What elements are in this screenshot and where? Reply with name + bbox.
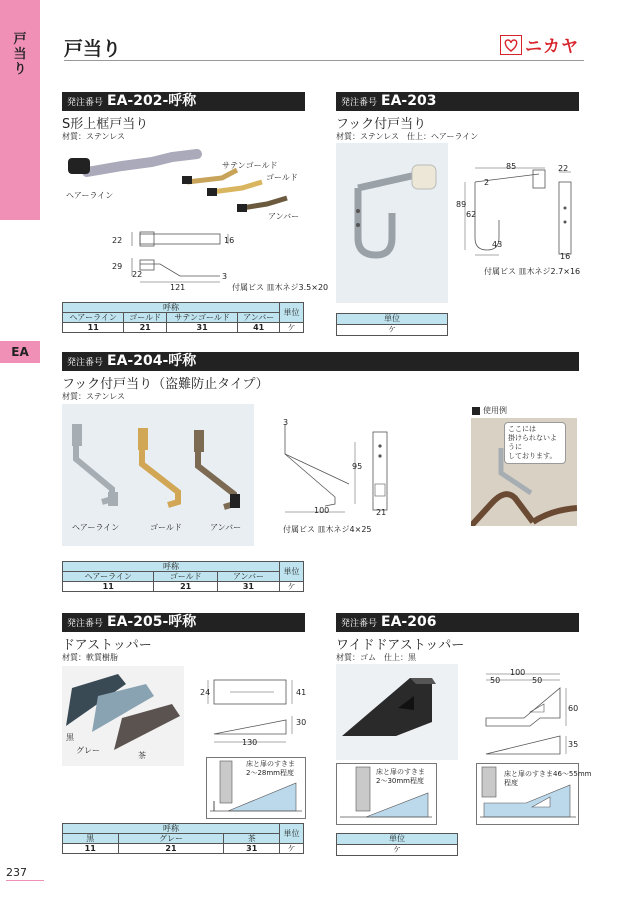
table-header: グレー bbox=[118, 834, 224, 844]
finish-caption: アンバー bbox=[210, 523, 242, 532]
unit-header: 単位 bbox=[337, 314, 448, 325]
dimension-label: 130 bbox=[242, 738, 258, 747]
product-material: 材質：ステンレス 仕上：ヘアーライン bbox=[336, 132, 479, 141]
table-cell: 11 bbox=[63, 323, 124, 333]
product-name: S形上框戸当り bbox=[62, 117, 149, 132]
order-number-label: 発注番号 bbox=[67, 98, 104, 108]
order-number-label: 発注番号 bbox=[341, 619, 378, 629]
spec-table-ea205 bbox=[62, 823, 304, 854]
dimension-label: 35 bbox=[568, 740, 579, 749]
gap-note: 床と扉のすきま 2〜30mm程度 bbox=[376, 768, 425, 785]
unit-cell: ケ bbox=[280, 844, 304, 854]
unit-cell: ケ bbox=[280, 323, 304, 333]
dimension-label: 95 bbox=[352, 462, 363, 471]
technical-drawing-ea204 bbox=[275, 412, 395, 522]
color-caption: グレー bbox=[76, 746, 100, 755]
dimension-label: 22 bbox=[558, 164, 569, 173]
table-cell: 21 bbox=[118, 844, 224, 854]
spec-table-ea202 bbox=[62, 302, 304, 333]
section-header-ea206 bbox=[336, 613, 579, 632]
dimension-label: 16 bbox=[224, 236, 235, 245]
dimension-label: 2 bbox=[484, 178, 490, 187]
dimension-label: 60 bbox=[568, 704, 579, 713]
gap-note: 床と扉のすきま 2〜28mm程度 bbox=[246, 760, 295, 777]
product-photo-ea203 bbox=[336, 143, 448, 303]
technical-drawing-ea202 bbox=[110, 228, 305, 290]
color-caption: 茶 bbox=[138, 751, 146, 760]
table-title: 呼称 bbox=[63, 562, 280, 572]
side-tab-label: 戸当り bbox=[13, 32, 27, 77]
table-cell: 21 bbox=[124, 323, 167, 333]
finish-caption: サテンゴールド bbox=[222, 161, 278, 170]
unit-table-ea206 bbox=[336, 833, 458, 856]
dimension-label: 50 bbox=[532, 676, 543, 685]
brand-logo-text: ニカヤ bbox=[525, 37, 579, 57]
page-number: 237 bbox=[6, 866, 27, 879]
finish-caption: ヘアーライン bbox=[66, 191, 114, 200]
dimension-label: 62 bbox=[466, 210, 477, 219]
dimension-label: 100 bbox=[314, 506, 330, 515]
heart-icon bbox=[500, 35, 522, 55]
screw-note: 付属ビス 皿木ネジ3.5×20 bbox=[232, 283, 329, 292]
finish-caption: アンバー bbox=[268, 212, 300, 221]
finish-caption: ゴールド bbox=[150, 523, 182, 532]
unit-header: 単位 bbox=[280, 303, 304, 323]
product-code: EA-203 bbox=[381, 93, 437, 109]
dimension-label: 41 bbox=[296, 688, 307, 697]
table-header: ヘアーライン bbox=[63, 313, 124, 323]
table-header: ゴールド bbox=[154, 572, 217, 582]
table-cell: 31 bbox=[217, 582, 279, 592]
product-name: フック付戸当り（盗難防止タイプ） bbox=[62, 377, 269, 392]
square-bullet-icon bbox=[472, 407, 480, 415]
dimension-label: 29 bbox=[112, 262, 123, 271]
unit-cell: ケ bbox=[280, 582, 304, 592]
table-title: 呼称 bbox=[63, 303, 280, 313]
table-header: ヘアーライン bbox=[63, 572, 154, 582]
screw-note: 付属ビス 皿木ネジ4×25 bbox=[283, 525, 372, 534]
section-header-ea204 bbox=[62, 352, 579, 371]
table-header: アンバー bbox=[238, 313, 280, 323]
usage-callout: ここには 掛けられないように しております。 bbox=[504, 422, 566, 464]
product-code: EA-206 bbox=[381, 614, 437, 630]
dimension-label: 3 bbox=[222, 272, 228, 281]
section-header-ea202 bbox=[62, 92, 305, 111]
dimension-label: 100 bbox=[510, 668, 526, 677]
table-cell: 11 bbox=[63, 844, 119, 854]
unit-table-ea203 bbox=[336, 313, 448, 336]
technical-drawing-ea206 bbox=[470, 668, 580, 764]
dimension-label: 22 bbox=[112, 236, 123, 245]
dimension-label: 89 bbox=[456, 200, 467, 209]
table-header: アンバー bbox=[217, 572, 279, 582]
product-material: 材質：ステンレス bbox=[62, 392, 125, 401]
dimension-label: 85 bbox=[506, 162, 517, 171]
gap-note: 床と扉のすきま46〜55mm 程度 bbox=[504, 770, 592, 787]
unit-header: 単位 bbox=[337, 834, 458, 845]
product-name: ドアストッパー bbox=[62, 638, 152, 653]
dimension-label: 3 bbox=[283, 418, 289, 427]
unit-cell: ケ bbox=[337, 325, 448, 336]
dimension-label: 22 bbox=[132, 270, 143, 279]
table-header: ゴールド bbox=[124, 313, 167, 323]
unit-cell: ケ bbox=[337, 845, 458, 856]
dimension-label: 121 bbox=[170, 283, 186, 292]
dimension-label: 24 bbox=[200, 688, 211, 697]
section-header-ea205 bbox=[62, 613, 305, 632]
table-cell: 21 bbox=[154, 582, 217, 592]
dimension-label: 50 bbox=[490, 676, 501, 685]
section-header-ea203 bbox=[336, 92, 579, 111]
spec-table-ea204 bbox=[62, 561, 304, 592]
product-name: フック付戸当り bbox=[336, 117, 427, 132]
finish-caption: ゴールド bbox=[266, 173, 298, 182]
color-caption: 黒 bbox=[66, 733, 74, 742]
page-number-rule bbox=[6, 880, 44, 881]
dimension-label: 16 bbox=[560, 252, 571, 261]
product-material: 材質：軟質樹脂 bbox=[62, 653, 118, 662]
product-photo-ea206 bbox=[336, 664, 458, 760]
table-cell: 31 bbox=[166, 323, 237, 333]
order-number-label: 発注番号 bbox=[67, 619, 104, 629]
product-material: 材質：ゴム 仕上：黒 bbox=[336, 653, 416, 662]
table-cell: 31 bbox=[224, 844, 280, 854]
product-material: 材質：ステンレス bbox=[62, 132, 125, 141]
finish-caption: ヘアーライン bbox=[72, 523, 120, 532]
unit-header: 単位 bbox=[280, 562, 304, 582]
order-number-label: 発注番号 bbox=[341, 98, 378, 108]
brand-logo bbox=[500, 32, 579, 57]
screw-note: 付属ビス 皿木ネジ2.7×16 bbox=[484, 267, 581, 276]
title-rule bbox=[64, 60, 584, 61]
dimension-label: 30 bbox=[296, 718, 307, 727]
usage-example-text: 使用例 bbox=[483, 406, 507, 415]
usage-example-label bbox=[472, 405, 507, 416]
table-cell: 11 bbox=[63, 582, 154, 592]
side-category-label: EA bbox=[0, 341, 40, 363]
product-code: EA-204-呼称 bbox=[107, 353, 197, 369]
order-number-label: 発注番号 bbox=[67, 358, 104, 368]
product-name: ワイドドアストッパー bbox=[336, 638, 465, 653]
table-header: 茶 bbox=[224, 834, 280, 844]
dimension-label: 43 bbox=[492, 240, 503, 249]
product-code: EA-205-呼称 bbox=[107, 614, 197, 630]
product-code: EA-202-呼称 bbox=[107, 93, 197, 109]
table-header: サテンゴールド bbox=[166, 313, 237, 323]
table-title: 呼称 bbox=[63, 824, 280, 834]
side-tab bbox=[0, 0, 40, 220]
table-cell: 41 bbox=[238, 323, 280, 333]
table-header: 黒 bbox=[63, 834, 119, 844]
dimension-label: 21 bbox=[376, 508, 387, 517]
page-title: 戸当り bbox=[64, 38, 122, 60]
unit-header: 単位 bbox=[280, 824, 304, 844]
